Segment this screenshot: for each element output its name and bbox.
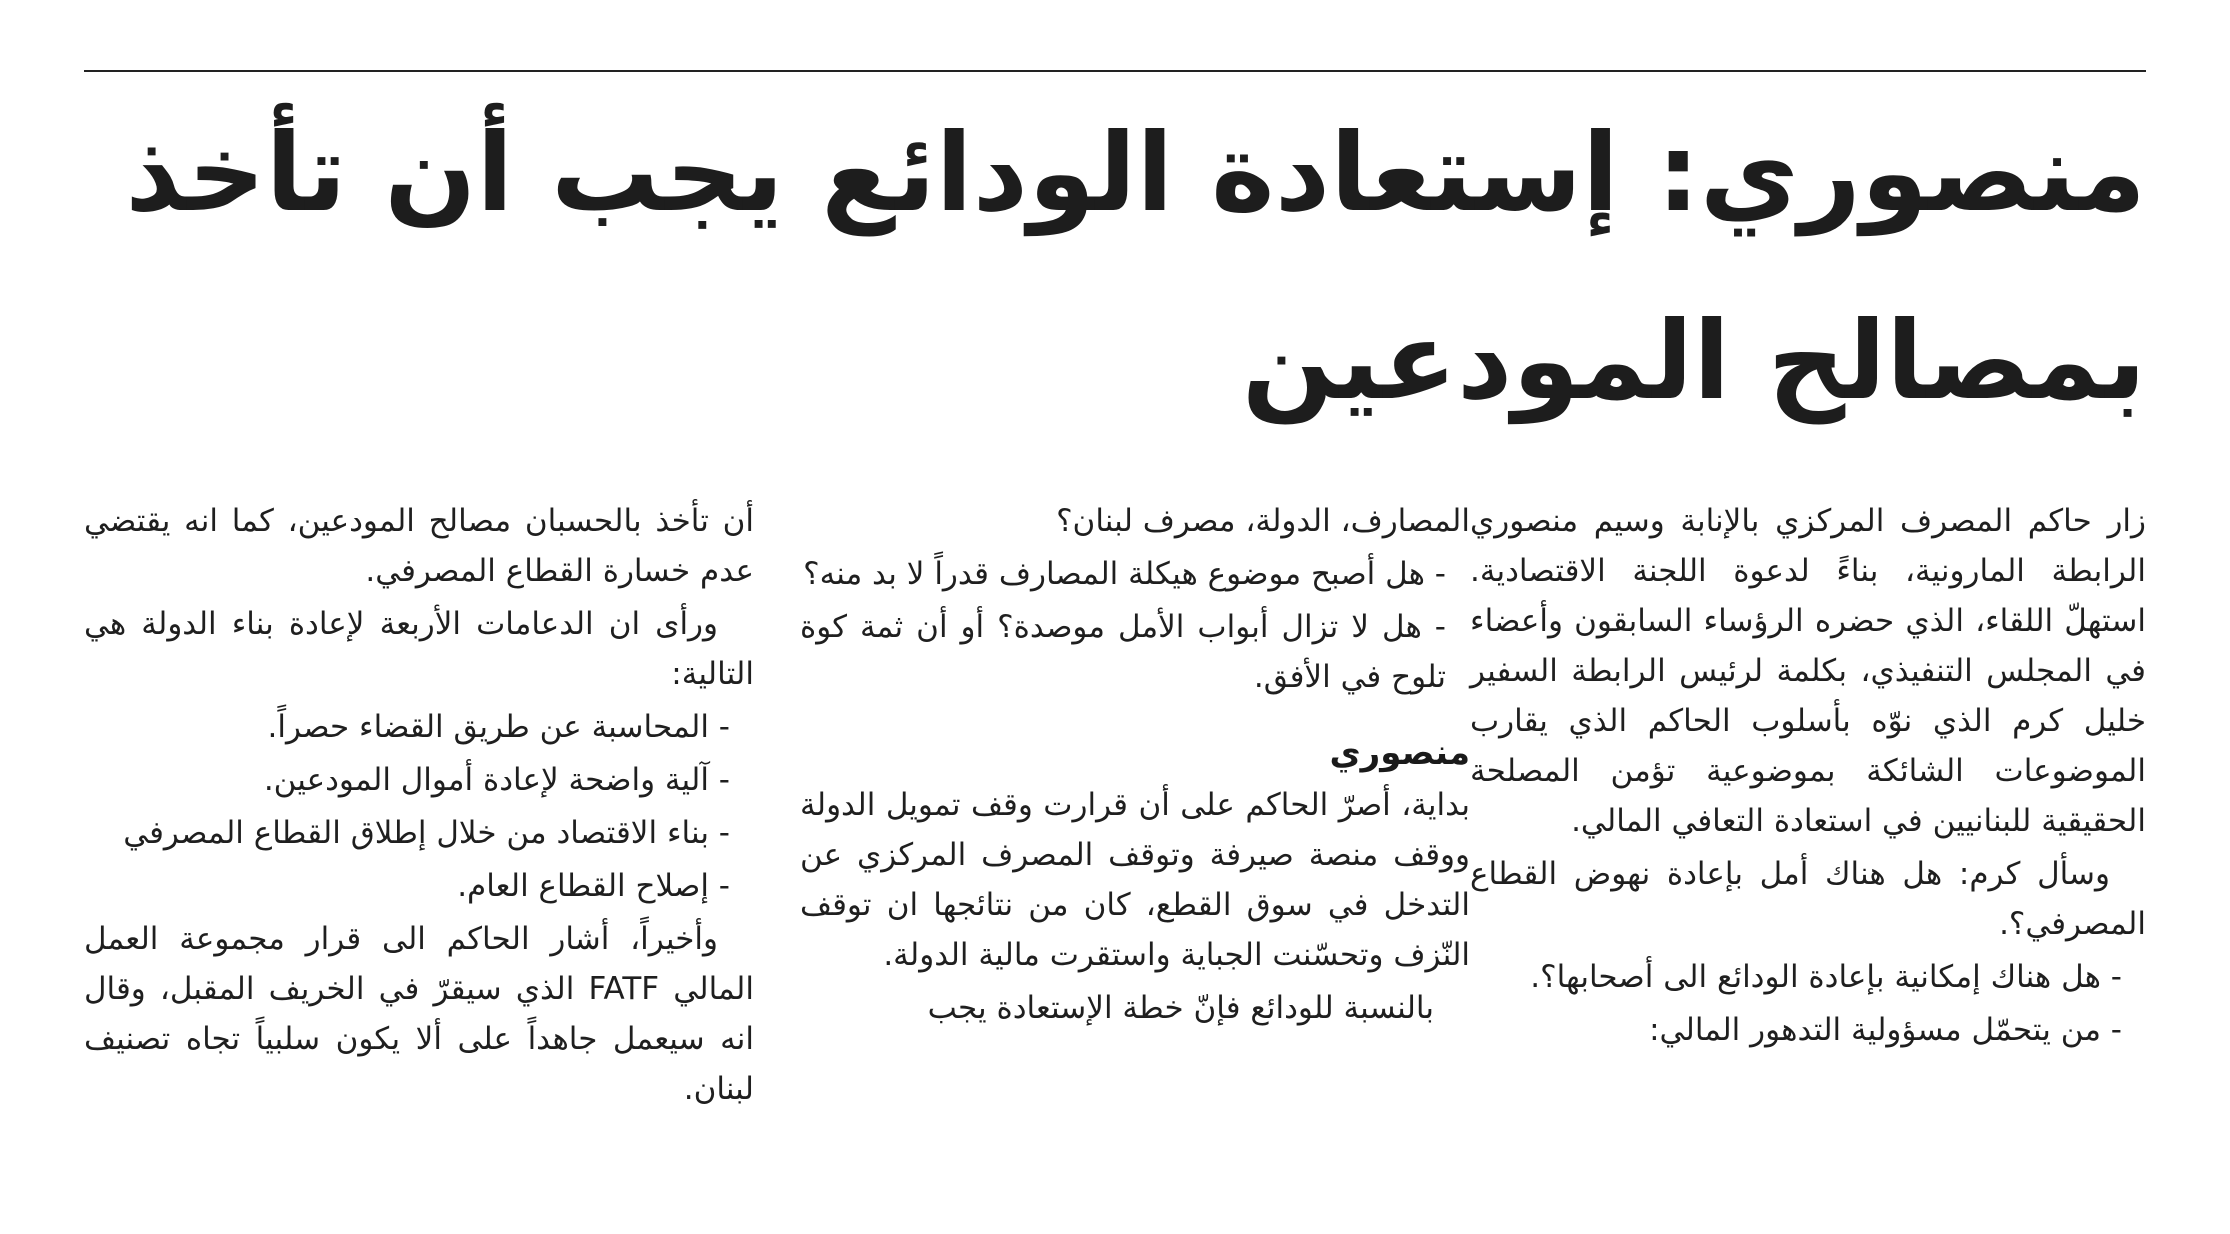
bullet-pillar-accountability: - المحاسبة عن طريق القضاء حصراً. xyxy=(267,709,730,745)
headline: منصوري: إستعادة الودائع يجب أن تأخذ بمصالح المودعين xyxy=(125,111,2146,424)
paragraph-pillars-intro: ورأى ان الدعامات الأربعة لإعادة بناء الدولة هي التالية: xyxy=(84,606,754,692)
paragraph-continuation: المصارف، الدولة، مصرف لبنان؟ xyxy=(1056,503,1470,539)
bullet-question-responsibility: - من يتحمّل مسؤولية التدهور المالي: xyxy=(1649,1012,2122,1048)
article-column-3 xyxy=(84,496,754,1117)
article-column-2 xyxy=(800,496,1470,1036)
bullet-question-restructuring: - هل أصبح موضوع هيكلة المصارف قدراً لا بد منه؟ xyxy=(803,556,1446,592)
top-rule xyxy=(84,70,2146,72)
bullet-pillar-economy: - بناء الاقتصاد من خلال إطلاق القطاع المصرفي xyxy=(123,815,730,851)
bullet-question-deposits: - هل هناك إمكانية بإعادة الودائع الى أصحابها؟. xyxy=(1530,959,2122,995)
paragraph-depositors-interests: أن تأخذ بالحسبان مصالح المودعين، كما انه يقتضي عدم خسارة القطاع المصرفي. xyxy=(84,503,754,589)
paragraph-intro: زار حاكم المصرف المركزي بالإنابة وسيم منصوري الرابطة المارونية، بناءً لدعوة اللجنة الاقتصادية. استهلّ اللقاء، الذي حضره الرؤساء السابقون وأعضاء في المجلس التنفيذي، بكلمة لرئيس الرابطة السفير خليل كرم الذي نوّه بأسلوب الحاكم الذي يقارب الموضوعات الشائكة بموضوعية تؤمن المصلحة الحقيقية للبنانيين في استعادة التعافي المالي. xyxy=(1470,503,2146,839)
bullet-pillar-deposit-return: - آلية واضحة لإعادة أموال المودعين. xyxy=(263,762,730,798)
paragraph-governor-decisions: بداية، أصرّ الحاكم على أن قرارت وقف تمويل الدولة ووقف منصة صيرفة وتوقف المصرف المركزي عن التدخل في سوق القطع، كان من نتائجها ان توقف النّزف وتحسّنت الجباية واستقرت مالية الدولة. xyxy=(800,787,1470,973)
paragraph-fatf: وأخيراً، أشار الحاكم الى قرار مجموعة العمل المالي FATF الذي سيقرّ في الخريف المقبل، وقال انه سيعمل جاهداً على ألا يكون سلبياً تجاه تصنيف لبنان. xyxy=(84,921,754,1107)
paragraph-deposits-plan: بالنسبة للودائع فإنّ خطة الإستعادة يجب xyxy=(927,990,1434,1026)
bullet-pillar-public-sector: - إصلاح القطاع العام. xyxy=(457,868,730,904)
paragraph-question: وسأل كرم: هل هناك أمل بإعادة نهوض القطاع المصرفي؟. xyxy=(1470,856,2146,942)
article-column-1 xyxy=(1470,496,2146,1058)
section-subhead: منصوري xyxy=(1329,733,1470,773)
bullet-question-hope: - هل لا تزال أبواب الأمل موصدة؟ أو أن ثمة كوة تلوح في الأفق. xyxy=(800,609,1446,695)
